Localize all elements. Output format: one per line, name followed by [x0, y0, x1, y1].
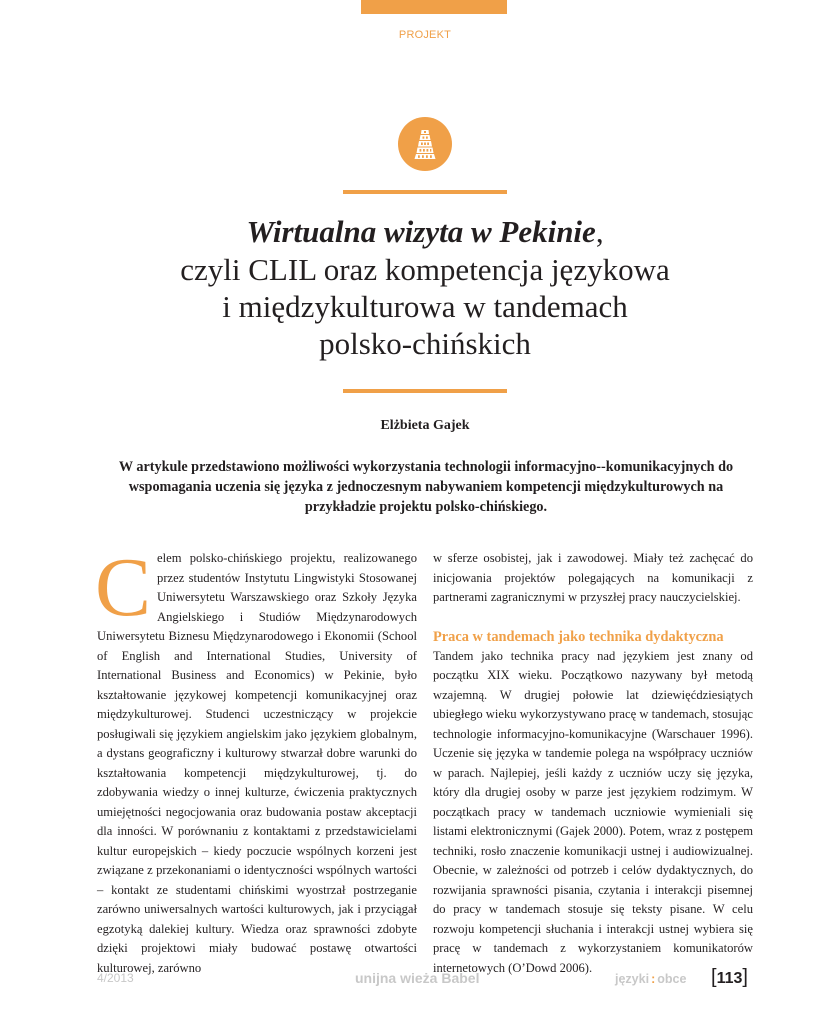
- title-line-3: i międzykulturowa w tandemach: [222, 289, 628, 324]
- section-label: PROJEKT: [398, 29, 452, 41]
- title-rule-top: [343, 190, 507, 194]
- title-line-4: polsko-chińskich: [319, 326, 531, 361]
- intro-paragraph-text: elem polsko-chińskiego projektu, realizowanego przez studentów Instytutu Lingwistyki Stosowanej Uniwersytetu Warszawskiego oraz Szkoły Języka Angielskiego i Studiów Międzynarodowych Uniwersytetu Biznesu Międzynarodowego i Ekonomii (School of English and International Studies, University of International Business and Economics) w Pekinie, było kształtowanie językowej kompetencji komunikacyjnej oraz międzykulturowej. Studenci uczestniczący w projekcie posługiwali się językiem angielskim jako językiem globalnym, a dystans geograficzny i kulturowy stwarzał dobre warunki do kształtowania kompetencji międzykulturowej, tj. do zdobywania wiedzy o innej kulturze, ćwiczenia praktycznych umiejętności negocjowania oraz budowania postaw akceptacji dla inności. W porównaniu z kontaktami z przedstawicielami kultur europejskich – kiedy poczucie wspólnych korzeni jest związane z przekonaniami o identyczności wspólnych wartości – kontakt ze studentami chińskimi wyostrzał postrzeganie zarówno uniwersalnych wartości kulturowych, jak i przyciągał egzotyką dalekiej kultury. Wiedza oraz sprawności zdobyte dzięki projektowi miały budować postawę otwartości kulturowej, zarówno: [97, 551, 417, 975]
- tandem-paragraph: Tandem jako technika pracy nad językiem jest znany od początku XIX wieku. Początkowo nazywany był metodą wzajemną. W drugiej połowie lat dziewięćdziesiątych ubiegłego wieku wykorzystywano pracę w tandemach, stosując technologie informacyjno-komunikacyjne (Warschauer 1996). Uczenie się języka w tandemie polega na współpracy uczniów w parach. Najlepiej, jeśli każdy z uczniów uczy się języka, który dla drugiej osoby w parze jest językiem rodzimym. W początkach pracy w tandemach uczniowie wymieniali się listami elektronicznymi (Gajek 2000). Potem, wraz z postępem techniki, rosło znaczenie komunikacji ustnej i audiowizualnej. Obecnie, w zależności od potrzeb i celów dydaktycznych, do rozwijania sprawności pisania, czytania i interakcji pisemnej do pracy w tandemach stosuje się teksty pisane. W celu rozwoju kompetencji słuchania i interakcji ustnej wybiera się pracę w tandemach z wykorzystaniem komunikatorów internetowych (O’Dowd 2006).: [433, 648, 753, 975]
- title-line-2: czyli CLIL oraz kompetencja językowa: [180, 252, 670, 287]
- footer-issue: 4/2013: [97, 971, 134, 985]
- title-main: Wirtualna wizyta w Pekinie,: [246, 214, 604, 249]
- right-column: [433, 549, 753, 978]
- author-name: Elżbieta Gajek: [380, 418, 470, 433]
- intro-paragraph: [95, 541, 417, 978]
- drop-cap: C: [95, 541, 152, 634]
- tower-of-babel-icon: [398, 117, 452, 171]
- footer-magazine-name: języki : obce: [615, 972, 687, 986]
- footer-series-title: unijna wieża Babel: [355, 970, 480, 986]
- abstract: W artykule przedstawiono możliwości wykorzystania technologii informacyjno--komunikacyjnych do wspomagania uczenia się języka z jednoczesnym nabywaniem kompetencji międzykulturowych na przykładzie projektu polsko-chińskiego.: [118, 459, 734, 515]
- page-number: [113]: [711, 966, 748, 988]
- section-subheading: Praca w tandemach jako technika dydaktyczna: [433, 628, 724, 645]
- title-rule-bottom: [343, 389, 507, 393]
- top-accent-bar: [361, 0, 507, 14]
- continuation-paragraph: w sferze osobistej, jak i zawodowej. Miały też zachęcać do inicjowania projektów polegających na komunikacji z partnerami zagranicznymi w przyszłej pracy nauczycielskiej.: [433, 551, 753, 604]
- article-title: [60, 213, 790, 362]
- left-column: [95, 541, 417, 978]
